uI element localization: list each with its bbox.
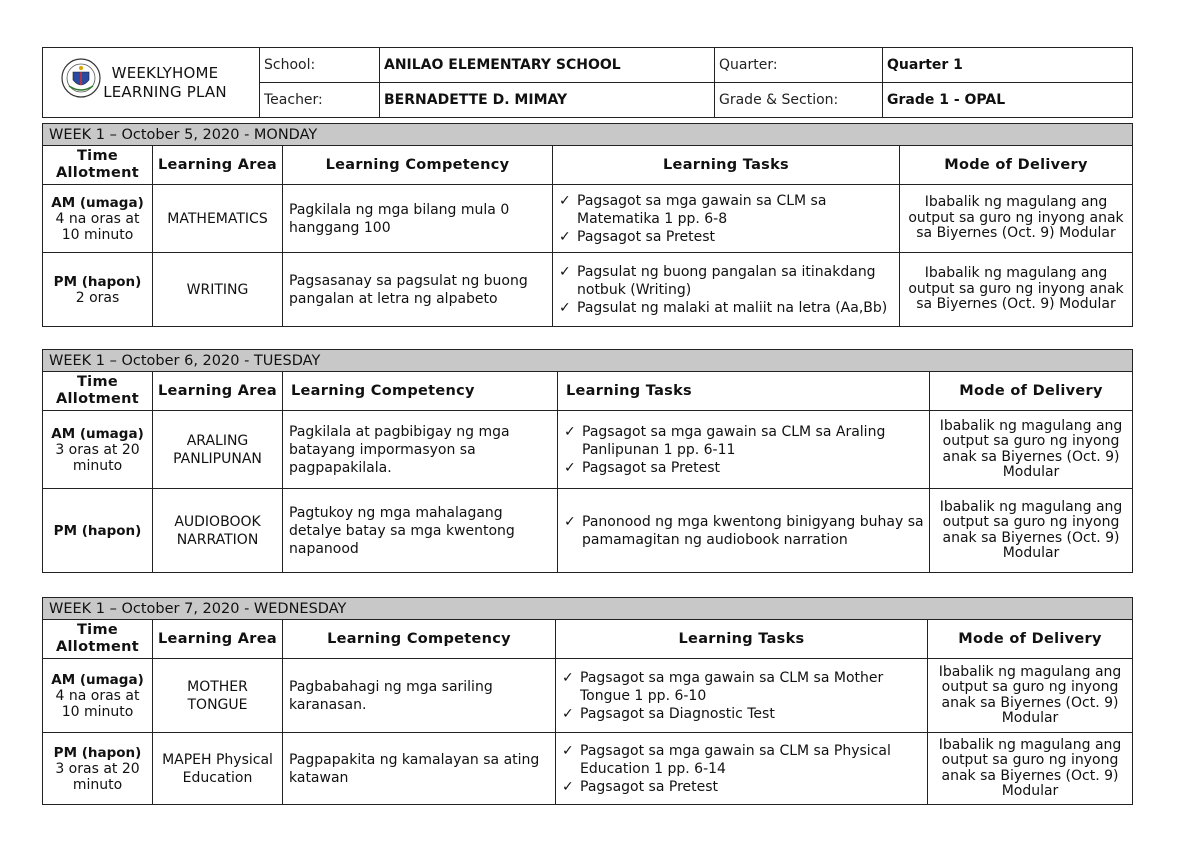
time-period: AM (umaga) [51,671,144,688]
time-period: PM (hapon) [53,273,142,290]
list-item [560,778,923,796]
time-duration: 2 oras [75,289,120,306]
task-list [562,513,925,549]
checkmark-icon: ✓ [559,228,571,245]
learning-tasks-cell [553,185,900,253]
school-label: School: [260,48,380,83]
table-row [43,253,1133,327]
checkmark-icon: ✓ [562,705,574,722]
column-header-competency: Learning Competency [283,372,558,411]
checkmark-icon: ✓ [562,669,574,686]
task-text: Pagsulat ng malaki at maliit na letra (Aa,Bb) [577,299,888,316]
time-allotment-cell [43,489,153,573]
learning-area-cell: ARALING PANLIPUNAN [153,411,283,489]
learning-competency-cell: Pagpapakita ng kamalayan sa ating katawan [283,733,556,805]
time-period: PM (hapon) [53,744,142,761]
checkmark-icon: ✓ [559,299,571,316]
grade-value: Grade 1 - OPAL [883,83,1133,118]
mode-of-delivery-cell: Ibabalik ng magulang ang output sa guro ng inyong anak sa Biyernes (Oct. 9) Modular [900,253,1133,327]
time-duration: 3 oras at 20 minuto [55,760,140,793]
time-allotment-cell [43,659,153,733]
week-table [42,123,1133,327]
time-allotment-cell [43,733,153,805]
table-row [43,185,1133,253]
column-header-mode: Mode of Delivery [930,372,1133,411]
task-list [560,669,923,723]
learning-tasks-cell [553,253,900,327]
week-table [42,349,1133,573]
task-text: Pagsagot sa mga gawain sa CLM sa Araling Panlipunan 1 pp. 6-11 [582,423,886,458]
teacher-value: BERNADETTE D. MIMAY [380,83,715,118]
time-period: AM (umaga) [51,194,144,211]
learning-competency-cell: Pagkilala ng mga bilang mula 0 hanggang 100 [283,185,553,253]
task-text: Pagsagot sa Diagnostic Test [580,705,775,722]
list-item [562,459,925,477]
list-item [560,742,923,778]
school-value: ANILAO ELEMENTARY SCHOOL [380,48,715,83]
column-header-mode: Mode of Delivery [928,620,1133,659]
task-text: Panonood ng mga kwentong binigyang buhay sa pamamagitan ng audiobook narration [582,513,924,548]
learning-competency-cell: Pagbabahagi ng mga sariling karanasan. [283,659,556,733]
checkmark-icon: ✓ [559,192,571,209]
column-header-competency: Learning Competency [283,146,553,185]
list-item [557,228,895,246]
task-list [562,423,925,477]
learning-area-cell: AUDIOBOOK NARRATION [153,489,283,573]
task-list [557,263,895,317]
learning-competency-cell: Pagsasanay sa pagsulat ng buong pangalan at letra ng alpabeto [283,253,553,327]
column-header-area: Learning Area [153,146,283,185]
learning-tasks-cell [558,411,930,489]
list-item [557,192,895,228]
column-header-tasks: Learning Tasks [558,372,930,411]
mode-of-delivery-cell: Ibabalik ng magulang ang output sa guro ng inyong anak sa Biyernes (Oct. 9) Modular [900,185,1133,253]
teacher-label: Teacher: [260,83,380,118]
learning-competency-cell: Pagkilala at pagbibigay ng mga batayang impormasyon sa pagpapakilala. [283,411,558,489]
logo-title-cell [43,48,260,118]
checkmark-icon: ✓ [564,423,576,440]
task-text: Pagsagot sa Pretest [582,459,721,476]
mode-of-delivery-cell: Ibabalik ng magulang ang output sa guro ng inyong anak sa Biyernes (Oct. 9) Modular [928,659,1133,733]
task-list [560,742,923,796]
week-table [42,597,1133,805]
learning-area-cell: MAPEH Physical Education [153,733,283,805]
quarter-label: Quarter: [715,48,883,83]
learning-tasks-cell [556,733,928,805]
list-item [557,263,895,299]
week-title: WEEK 1 – October 5, 2020 - MONDAY [43,124,1133,146]
column-header-area: Learning Area [153,372,283,411]
column-header-time: Time Allotment [43,620,153,659]
checkmark-icon: ✓ [562,742,574,759]
list-item [562,513,925,549]
column-header-time: Time Allotment [43,146,153,185]
mode-of-delivery-cell: Ibabalik ng magulang ang output sa guro ng inyong anak sa Biyernes (Oct. 9) Modular [930,489,1133,573]
time-duration: 4 na oras at 10 minuto [55,210,140,243]
column-header-tasks: Learning Tasks [553,146,900,185]
checkmark-icon: ✓ [562,778,574,795]
column-header-tasks: Learning Tasks [556,620,928,659]
column-header-mode: Mode of Delivery [900,146,1133,185]
learning-tasks-cell [556,659,928,733]
list-item [557,299,895,317]
checkmark-icon: ✓ [564,459,576,476]
column-header-competency: Learning Competency [283,620,556,659]
task-text: Pagsagot sa mga gawain sa CLM sa Mother Tongue 1 pp. 6-10 [580,669,884,704]
checkmark-icon: ✓ [564,513,576,530]
plan-title-line2: LEARNING PLAN [103,82,227,101]
task-text: Pagsagot sa mga gawain sa CLM sa Physical Education 1 pp. 6-14 [580,742,891,777]
learning-area-cell: WRITING [153,253,283,327]
column-header-time: Time Allotment [43,372,153,411]
learning-competency-cell: Pagtukoy ng mga mahalagang detalye batay sa mga kwentong napanood [283,489,558,573]
table-row [43,411,1133,489]
time-allotment-cell [43,411,153,489]
list-item [560,705,923,723]
mode-of-delivery-cell: Ibabalik ng magulang ang output sa guro ng inyong anak sa Biyernes (Oct. 9) Modular [930,411,1133,489]
plan-title-line1: WEEKLYHOME [111,63,219,82]
task-list [557,192,895,246]
task-text: Pagsagot sa Pretest [580,778,719,795]
task-text: Pagsulat ng buong pangalan sa itinakdang notbuk (Writing) [577,263,876,298]
task-text: Pagsagot sa Pretest [577,228,716,245]
task-text: Pagsagot sa mga gawain sa CLM sa Matematika 1 pp. 6-8 [577,192,827,227]
week-title: WEEK 1 – October 7, 2020 - WEDNESDAY [43,598,1133,620]
table-row [43,733,1133,805]
table-row [43,489,1133,573]
time-period: AM (umaga) [51,425,144,442]
learning-area-cell: MOTHER TONGUE [153,659,283,733]
deped-seal-icon [61,58,101,98]
list-item [562,423,925,459]
learning-area-cell: MATHEMATICS [153,185,283,253]
time-allotment-cell [43,253,153,327]
grade-label: Grade & Section: [715,83,883,118]
week-title: WEEK 1 – October 6, 2020 - TUESDAY [43,350,1133,372]
time-period: PM (hapon) [53,522,142,539]
header-table [42,47,1133,118]
column-header-area: Learning Area [153,620,283,659]
table-row [43,659,1133,733]
time-duration: 4 na oras at 10 minuto [55,687,140,720]
time-duration: 3 oras at 20 minuto [55,441,140,474]
quarter-value: Quarter 1 [883,48,1133,83]
checkmark-icon: ✓ [559,263,571,280]
time-allotment-cell [43,185,153,253]
list-item [560,669,923,705]
mode-of-delivery-cell: Ibabalik ng magulang ang output sa guro ng inyong anak sa Biyernes (Oct. 9) Modular [928,733,1133,805]
learning-tasks-cell [558,489,930,573]
